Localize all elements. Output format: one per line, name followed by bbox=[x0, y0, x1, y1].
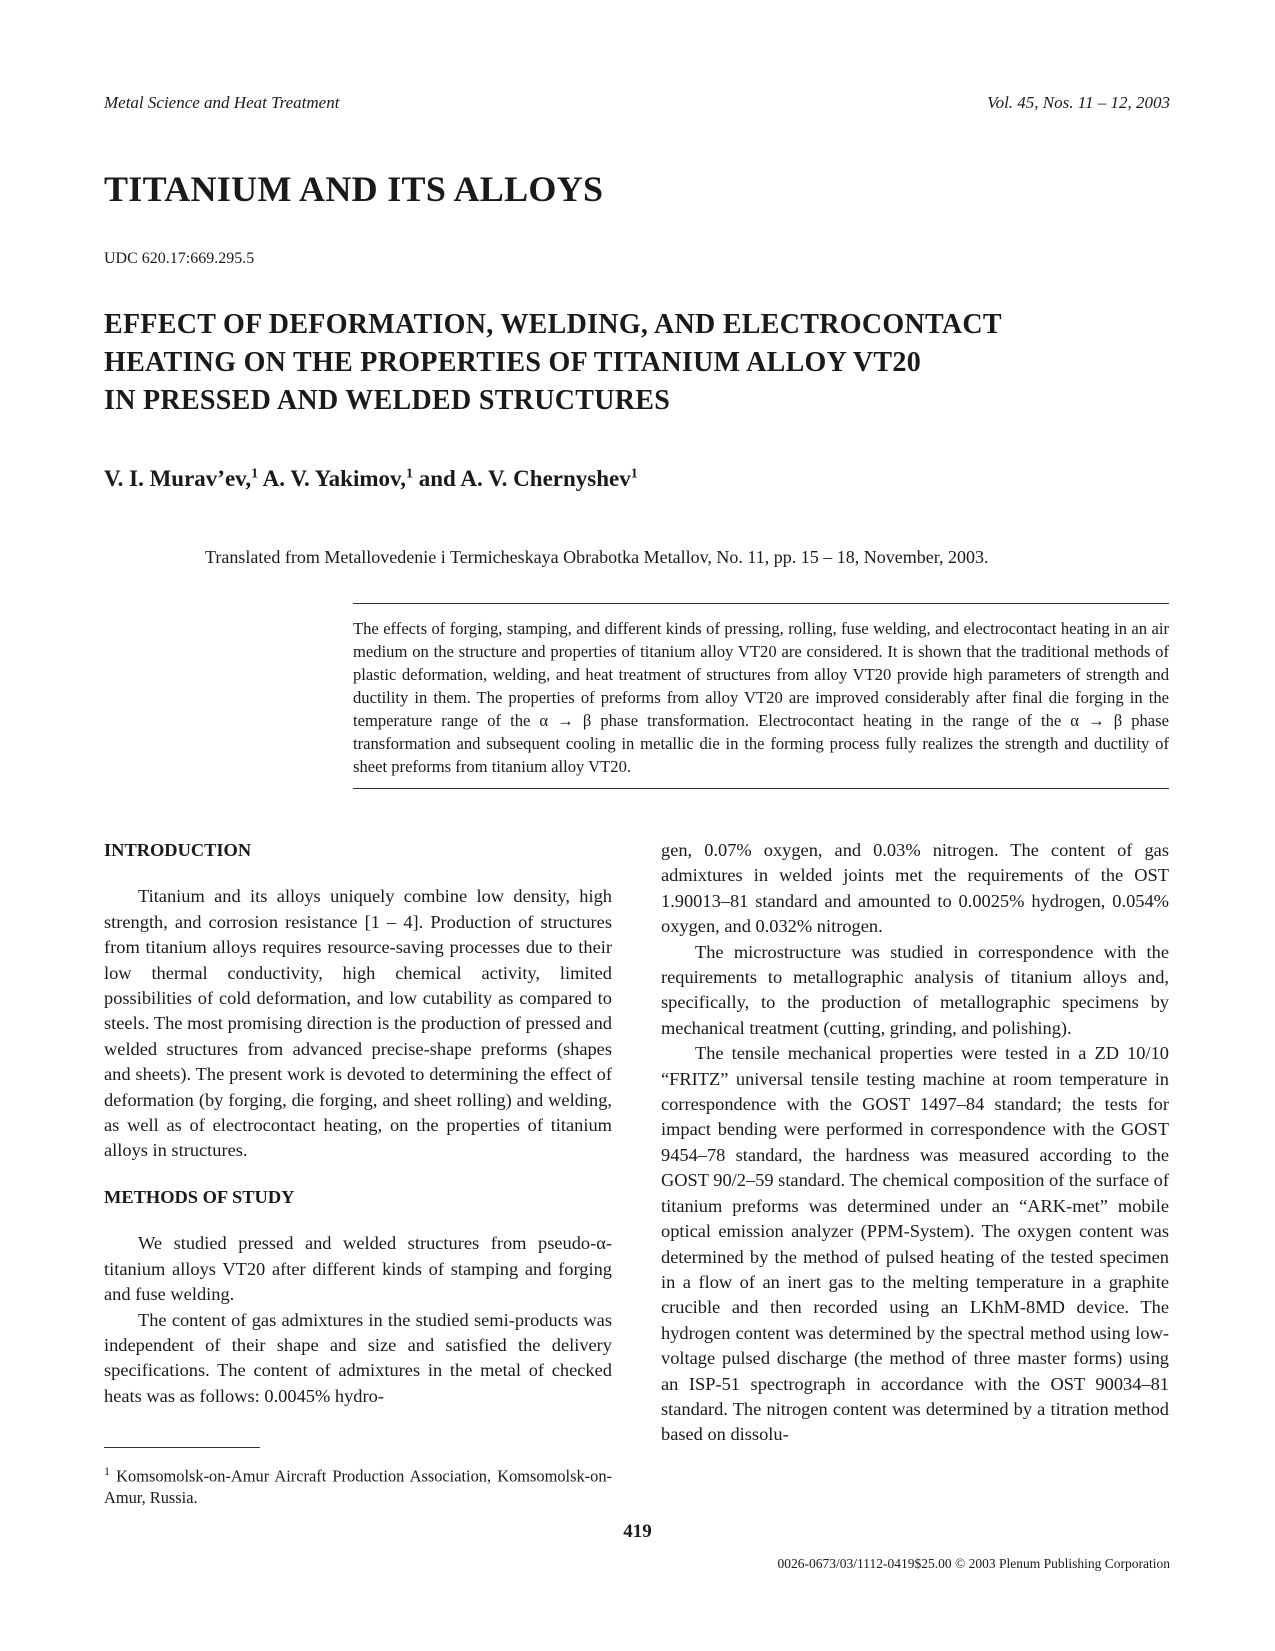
methods-heading: METHODS OF STUDY bbox=[104, 1186, 295, 1207]
volume-info: Vol. 45, Nos. 11 – 12, 2003 bbox=[987, 93, 1170, 112]
copyright-line: 0026-0673/03/1112-0419$25.00 © 2003 Plenum Publishing Corporation bbox=[777, 1556, 1170, 1571]
footnote-rule bbox=[104, 1447, 260, 1448]
methods-paragraph-2: The content of gas admixtures in the studied semi-products was independent of their shape and size and satisfied the delivery specifications. The content of admixtures in the metal of checked heats was as follows: 0.0045% hydro- bbox=[104, 1309, 612, 1406]
affiliation-mark: 1 bbox=[406, 466, 414, 482]
author-1: V. I. Murav’ev, bbox=[104, 466, 252, 491]
right-paragraph-1: gen, 0.07% oxygen, and 0.03% nitrogen. The content of gas admixtures in welded joints met the requirements of the OST 1.90013–81 standard and amounted to 0.0025% hydrogen, 0.054% oxygen, and 0.032% nitrogen. bbox=[661, 840, 1169, 937]
abstract-bottom-rule bbox=[353, 788, 1169, 789]
right-paragraph-2: The microstructure was studied in correspondence with the requirements to metallographic analysis of titanium alloys and, specifically, to the production of metallographic specimens by mechanical treatment (cutting, grinding, and polishing). bbox=[661, 941, 1169, 1038]
author-2: A. V. Yakimov, bbox=[262, 466, 407, 491]
left-column bbox=[104, 838, 612, 1409]
title-line-3: IN PRESSED AND WELDED STRUCTURES bbox=[104, 385, 671, 416]
footnote-text: Komsomolsk-on-Amur Aircraft Production Association, Komsomolsk-on-Amur, Russia. bbox=[104, 1466, 612, 1508]
intro-paragraph: Titanium and its alloys uniquely combine low density, high strength, and corrosion resistance [1 – 4]. Production of structures from titanium alloys requires resource-saving processes due to their low thermal conductivity, high chemical activity, limited possibilities of cold deformation, and low cutability as compared to steels. The most promising direction is the production of pressed and welded structures from advanced precise-shape preforms (shapes and sheets). The present work is devoted to determining the effect of deformation (by forging, die forging, and sheet rolling) and welding, as well as of electrocontact heating, on the properties of titanium alloys in structures. bbox=[104, 886, 612, 1161]
article-title bbox=[104, 306, 1104, 420]
abstract: The effects of forging, stamping, and different kinds of pressing, rolling, fuse welding, and electrocontact heating in an air medium on the structure and properties of titanium alloy VT20 are considered. It is shown that the traditional methods of plastic deformation, welding, and heat treatment of structures from alloy VT20 provide high parameters of strength and ductility in them. The properties of preforms from alloy VT20 are improved considerably after final die forging in the temperature range of the α → β phase transformation. Electrocontact heating in the range of the α → β phase transformation and subsequent cooling in metallic die in the forming process fully realizes the strength and ductility of sheet preforms from titanium alloy VT20. bbox=[353, 619, 1169, 776]
intro-heading: INTRODUCTION bbox=[104, 840, 252, 860]
page-number: 419 bbox=[623, 1521, 652, 1542]
methods-paragraph-1: We studied pressed and welded structures from pseudo-α-titanium alloys VT20 after different kinds of stamping and forging and fuse welding. bbox=[104, 1233, 612, 1305]
translation-note: Translated from Metallovedenie i Termicheskaya Obrabotka Metallov, No. 11, pp. 15 – 18, November, 2003. bbox=[205, 547, 989, 567]
title-line-2: HEATING ON THE PROPERTIES OF TITANIUM ALLOY VT20 bbox=[104, 347, 922, 378]
abstract-top-rule bbox=[353, 603, 1169, 604]
right-paragraph-3: The tensile mechanical properties were tested in a ZD 10/10 “FRITZ” universal tensile testing machine at room temperature in correspondence with the GOST 1497–84 standard; the tests for impact bending were performed in correspondence with the GOST 9454–78 standard, the hardness was measured according to the GOST 90/2–59 standard. The chemical composition of the surface of titanium preforms was determined under an “ARK-met” mobile optical emission analyzer (PPM-System). The oxygen content was determined by the method of pulsed heating of the tested specimen in a flow of an inert gas to the melting temperature in a graphite crucible and then recorded using an LKhM-8MD device. The hydrogen content was determined by the spectral method using low-voltage pulsed discharge (the method of three master forms) using an ISP-51 spectrograph in accordance with the OST 90034–81 standard. The nitrogen content was determined by a titration method based on dissolu- bbox=[661, 1043, 1170, 1445]
footnote-mark: 1 bbox=[104, 1464, 110, 1478]
affiliation-mark: 1 bbox=[630, 466, 638, 482]
affiliation-mark: 1 bbox=[251, 466, 259, 482]
author-list bbox=[104, 466, 638, 492]
udc-code: UDC 620.17:669.295.5 bbox=[104, 250, 255, 267]
journal-name: Metal Science and Heat Treatment bbox=[104, 93, 340, 112]
right-column bbox=[661, 838, 1169, 1448]
author-3: and A. V. Chernyshev bbox=[418, 466, 631, 491]
title-line-1: EFFECT OF DEFORMATION, WELDING, AND ELECTROCONTACT bbox=[104, 309, 1002, 340]
section-title: TITANIUM AND ITS ALLOYS bbox=[104, 169, 604, 209]
footnote bbox=[104, 1460, 612, 1509]
